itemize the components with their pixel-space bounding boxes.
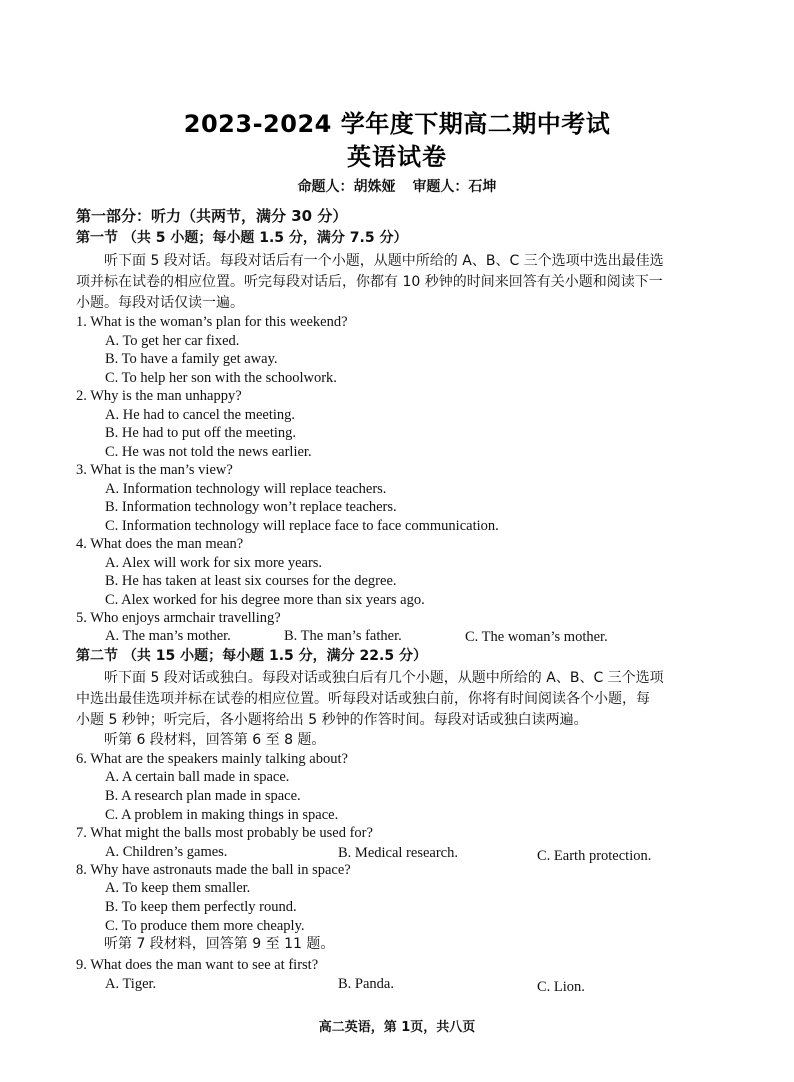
option-b: B. He had to put off the meeting. <box>105 425 297 441</box>
question-stem: 9. What does the man want to see at first? <box>76 957 319 973</box>
exam-title: 2023-2024 学年度下期高二期中考试 <box>183 110 611 138</box>
authors-line <box>0 176 794 196</box>
section1-instruction-line: 小题。每段对话仅读一遍。 <box>76 295 244 311</box>
section2-heading: 第二节 （共 15 小题；每小题 1.5 分，满分 22.5 分） <box>76 648 427 664</box>
option-c: C. Alex worked for his degree more than six years ago. <box>105 592 425 608</box>
question-stem: 6. What are the speakers mainly talking about? <box>76 751 348 767</box>
option-b: B. Panda. <box>338 976 394 992</box>
option-a: A. The man’s mother. <box>105 628 231 644</box>
section1-instruction-line: 项并标在试卷的相应位置。听完每段对话后，你都有 10 秒钟的时间来回答有关小题和阅读下一 <box>76 274 663 290</box>
section2-instruction-line: 中选出最佳选项并标在试卷的相应位置。听每段对话或独白前，你将有时间阅读各个小题，每 <box>76 691 650 707</box>
option-b: B. To have a family get away. <box>105 351 278 367</box>
option-b: B. The man’s father. <box>284 628 402 644</box>
question-stem: 7. What might the balls most probably be used for? <box>76 825 373 841</box>
option-a: A. To get her car fixed. <box>105 333 240 349</box>
question-stem: 8. Why have astronauts made the ball in space? <box>76 862 351 878</box>
section1-instruction-line: 听下面 5 段对话。每段对话后有一个小题，从题中所给的 A、B、C 三个选项中选出最佳选 <box>104 253 664 269</box>
question-stem: 1. What is the woman’s plan for this weekend? <box>76 314 348 330</box>
option-c: C. Information technology will replace face to face communication. <box>105 518 499 534</box>
option-c: C. Earth protection. <box>537 848 652 864</box>
option-b: B. He has taken at least six courses for the degree. <box>105 573 397 589</box>
part1-heading: 第一部分：听力（共两节，满分 30 分） <box>76 207 348 225</box>
option-b: B. Information technology won’t replace teachers. <box>105 499 397 515</box>
section2-instruction-line: 小题 5 秒钟；听完后，各小题将给出 5 秒钟的作答时间。每段对话或独白读两遍。 <box>76 712 588 728</box>
option-a: A. Children’s games. <box>105 844 228 860</box>
option-a: A. He had to cancel the meeting. <box>105 407 296 423</box>
question-stem: 3. What is the man’s view? <box>76 462 233 478</box>
section1-heading: 第一节 （共 5 小题；每小题 1.5 分，满分 7.5 分） <box>76 230 408 246</box>
option-c: C. A problem in making things in space. <box>105 807 339 823</box>
option-a: A. Tiger. <box>105 976 157 992</box>
setter-label: 命题人：胡姝娅 <box>297 179 396 195</box>
option-a: A. To keep them smaller. <box>105 880 251 896</box>
option-c: C. He was not told the news earlier. <box>105 444 312 460</box>
material-note: 听第 6 段材料，回答第 6 至 8 题。 <box>104 732 326 748</box>
option-a: A. Information technology will replace teachers. <box>105 481 387 497</box>
option-b: B. To keep them perfectly round. <box>105 899 297 915</box>
option-c: C. Lion. <box>537 979 585 995</box>
option-b: B. Medical research. <box>338 845 458 861</box>
material-note: 听第 7 段材料，回答第 9 至 11 题。 <box>104 936 335 952</box>
page-footer: 高二英语，第 1页，共八页 <box>318 1020 476 1035</box>
reviewer-label: 审题人：石坤 <box>412 179 497 195</box>
option-b: B. A research plan made in space. <box>105 788 301 804</box>
option-c: C. To produce them more cheaply. <box>105 918 305 934</box>
question-stem: 2. Why is the man unhappy? <box>76 388 242 404</box>
question-stem: 5. Who enjoys armchair travelling? <box>76 610 281 626</box>
section2-instruction-line: 听下面 5 段对话或独白。每段对话或独白后有几个小题，从题中所给的 A、B、C 三个选项 <box>104 670 664 686</box>
option-c: C. The woman’s mother. <box>465 629 608 645</box>
question-stem: 4. What does the man mean? <box>76 536 244 552</box>
option-a: A. Alex will work for six more years. <box>105 555 323 571</box>
exam-subtitle: 英语试卷 <box>347 143 447 171</box>
option-c: C. To help her son with the schoolwork. <box>105 370 337 386</box>
option-a: A. A certain ball made in space. <box>105 769 290 785</box>
